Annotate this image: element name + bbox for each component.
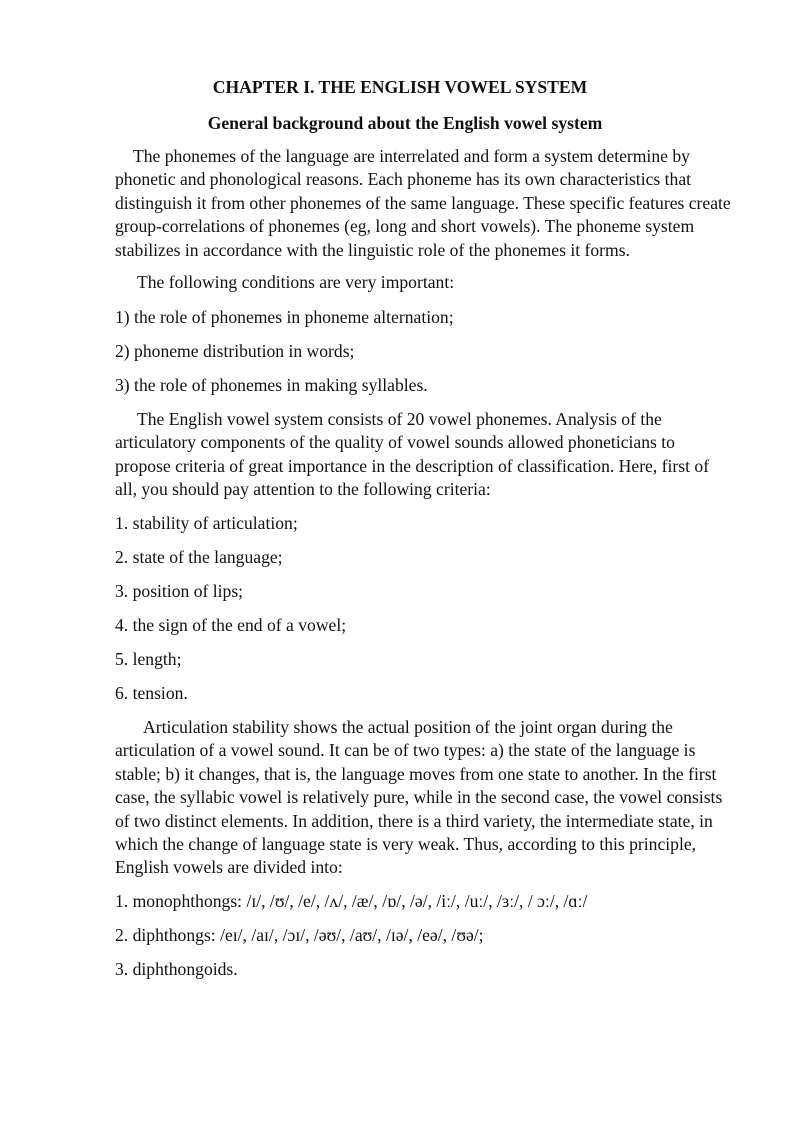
list-item-criterion-3: 3. position of lips; — [115, 581, 244, 601]
paragraph-vowel-system: The English vowel system consists of 20 vowel phonemes. Analysis of the articulatory components of the quality of vowel sounds allowed phoneticians to propose criteria of great importance in the description of classification. Here, first of all, you should pay attention to the following criteria: — [115, 409, 710, 500]
list-item-criterion-6: 6. tension. — [115, 683, 188, 703]
list-item-criterion-2: 2. state of the language; — [115, 547, 283, 567]
paragraph-articulation-stability: Articulation stability shows the actual position of the joint organ during the articulation of a vowel sound. It can be of two types: a) the state of the language is stable; b) it changes, that is, the language moves from one state to another. In the first case, the syllabic vowel is relatively pure, while in the second case, the vowel consists of two distinct elements. In addition, there is a third variety, the intermediate state, in which the change of language state is very weak. Thus, according to this principle, English vowels are divided into: — [115, 717, 723, 878]
list-item-criterion-1: 1. stability of articulation; — [115, 513, 298, 533]
list-item-criterion-5: 5. length; — [115, 649, 182, 669]
paragraph-conditions-intro: The following conditions are very important: — [137, 272, 455, 292]
list-item-condition-2: 2) phoneme distribution in words; — [115, 341, 355, 361]
list-item-diphthongoids: 3. diphthongoids. — [115, 959, 238, 979]
list-item-diphthongs: 2. diphthongs: /eɪ/, /aɪ/, /ɔɪ/, /əʊ/, /aʊ/, /ɪə/, /eə/, /ʊə/; — [115, 925, 484, 945]
list-item-criterion-4: 4. the sign of the end of a vowel; — [115, 615, 347, 635]
list-item-monophthongs: 1. monophthongs: /ɪ/, /ʊ/, /e/, /ʌ/, /æ/, /ɒ/, /ə/, /iː/, /uː/, /ɜː/, / ɔː/, /ɑː/ — [115, 891, 588, 911]
list-item-condition-3: 3) the role of phonemes in making syllables. — [115, 375, 428, 395]
paragraph-intro: The phonemes of the language are interrelated and form a system determine by phonetic and phonological reasons. Each phoneme has its own characteristics that distinguish it from other phonemes of the same language. These specific features create group-correlations of phonemes (eg, long and short vowels). The phoneme system stabilizes in accordance with the linguistic role of the phonemes it forms. — [115, 146, 731, 260]
list-item-condition-1: 1) the role of phonemes in phoneme alternation; — [115, 307, 454, 327]
section-title: General background about the English vowel system — [207, 113, 603, 133]
chapter-title: CHAPTER I. THE ENGLISH VOWEL SYSTEM — [212, 77, 588, 97]
